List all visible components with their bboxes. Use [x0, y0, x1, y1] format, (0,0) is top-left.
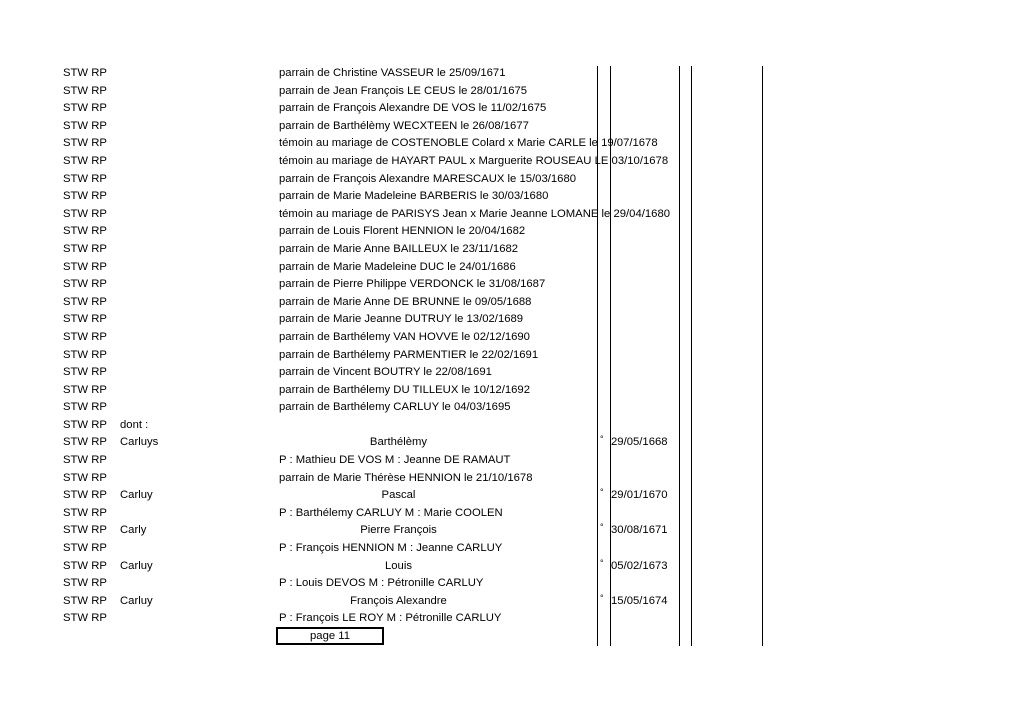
column-rule	[597, 66, 598, 646]
record-row	[0, 540, 1024, 558]
record-text: parrain de Christine VASSEUR le 25/09/1671	[279, 67, 506, 79]
birth-date: 15/05/1674	[611, 594, 668, 607]
birth-date: 30/08/1671	[611, 524, 668, 537]
record-code: STW RP	[63, 594, 107, 607]
record-code: STW RP	[63, 348, 107, 361]
record-text: P : Louis DEVOS M : Pétronille CARLUY	[279, 577, 484, 590]
record-code: STW RP	[63, 84, 107, 97]
record-list	[0, 65, 1024, 628]
record-code: STW RP	[63, 542, 107, 555]
record-row	[0, 487, 1024, 505]
record-row	[0, 364, 1024, 382]
record-code: STW RP	[63, 577, 107, 590]
record-code: STW RP	[63, 295, 107, 308]
page-number: page 11	[276, 627, 384, 645]
record-row	[0, 522, 1024, 540]
record-text: témoin au mariage de HAYART PAUL x Marguerite ROUSEAU LE 03/10/1678	[279, 154, 669, 167]
record-text: parrain de François Alexandre MARESCAUX le 15/03/1680	[279, 172, 577, 185]
record-row	[0, 434, 1024, 452]
record-text: parrain de Vincent BOUTRY le 22/08/1691	[279, 366, 492, 379]
record-row	[0, 558, 1024, 576]
record-row	[0, 153, 1024, 171]
record-text: P : Mathieu DE VOS M : Jeanne DE RAMAUT	[279, 454, 511, 467]
record-code: STW RP	[63, 524, 107, 537]
birth-symbol: °	[600, 434, 604, 445]
surname-variant: Carluy	[120, 559, 153, 572]
record-code: STW RP	[63, 225, 107, 238]
record-code: STW RP	[63, 383, 107, 396]
record-code: STW RP	[63, 559, 107, 572]
record-text: parrain de Marie Madeleine BARBERIS le 30/03/1680	[279, 190, 549, 203]
surname-variant: Carly	[120, 524, 147, 537]
record-text: parrain de Marie Anne DE BRUNNE le 09/05/1688	[279, 295, 532, 308]
record-text: parrain de Pierre Philippe VERDONCK le 31/08/1687	[279, 278, 546, 291]
record-text: P : François HENNION M : Jeanne CARLUY	[279, 542, 503, 555]
record-row	[0, 417, 1024, 435]
record-row	[0, 135, 1024, 153]
record-row	[0, 470, 1024, 488]
record-row	[0, 171, 1024, 189]
child-name: Louis	[384, 559, 412, 572]
record-code: STW RP	[63, 506, 107, 519]
record-row	[0, 65, 1024, 83]
child-name: Pierre François	[360, 524, 437, 537]
record-row	[0, 241, 1024, 259]
record-code: STW RP	[63, 330, 107, 343]
record-row	[0, 311, 1024, 329]
record-row	[0, 399, 1024, 417]
record-text: témoin au mariage de PARISYS Jean x Marie Jeanne LOMANE le 29/04/1680	[279, 207, 671, 220]
surname-variant: Carluy	[120, 489, 153, 502]
child-name: Barthélèmy	[369, 436, 428, 449]
record-row	[0, 83, 1024, 101]
record-code: STW RP	[63, 207, 107, 220]
record-text: parrain de Marie Jeanne DUTRUY le 13/02/1689	[279, 313, 524, 326]
record-row	[0, 223, 1024, 241]
surname-variant: Carluy	[120, 594, 153, 607]
record-row	[0, 118, 1024, 136]
record-code: STW RP	[63, 313, 107, 326]
record-text: parrain de Barthélemy DU TILLEUX le 10/12/1692	[279, 383, 530, 396]
record-row	[0, 276, 1024, 294]
record-code: STW RP	[63, 260, 107, 273]
record-row	[0, 294, 1024, 312]
record-code: STW RP	[63, 190, 107, 203]
birth-date: 29/05/1668	[611, 436, 668, 449]
record-row	[0, 505, 1024, 523]
record-code: STW RP	[63, 137, 107, 150]
record-row	[0, 259, 1024, 277]
surname-variant: dont :	[120, 418, 149, 431]
record-row	[0, 382, 1024, 400]
record-text: parrain de Barthélemy VAN HOVVE le 02/12/1690	[279, 330, 530, 343]
column-rule	[610, 66, 611, 646]
record-row	[0, 575, 1024, 593]
record-code: STW RP	[63, 401, 107, 414]
record-text: P : François LE ROY M : Pétronille CARLUY	[279, 612, 502, 625]
column-rule	[691, 66, 692, 646]
record-code: STW RP	[63, 418, 107, 431]
record-row	[0, 329, 1024, 347]
record-row	[0, 610, 1024, 628]
record-row	[0, 188, 1024, 206]
child-name: Pascal	[381, 489, 416, 502]
record-text: parrain de Barthélemy CARLUY le 04/03/1695	[279, 401, 511, 414]
record-text: P : Barthélemy CARLUY M : Marie COOLEN	[279, 506, 503, 519]
record-text: témoin au mariage de COSTENOBLE Colard x Marie CARLE le 19/07/1678	[279, 137, 658, 150]
record-code: STW RP	[63, 454, 107, 467]
child-name: François Alexandre	[350, 594, 447, 607]
record-text: parrain de Barthélèmy WECXTEEN le 26/08/1677	[279, 119, 529, 132]
birth-symbol: °	[600, 487, 604, 498]
record-row	[0, 206, 1024, 224]
record-code: STW RP	[63, 154, 107, 167]
record-code: STW RP	[63, 67, 107, 79]
birth-symbol: °	[600, 557, 604, 568]
record-code: STW RP	[63, 242, 107, 255]
birth-symbol: °	[600, 592, 604, 603]
record-code: STW RP	[63, 119, 107, 132]
record-text: parrain de François Alexandre DE VOS le 11/02/1675	[279, 102, 547, 115]
record-code: STW RP	[63, 172, 107, 185]
record-code: STW RP	[63, 366, 107, 379]
record-row	[0, 593, 1024, 611]
record-row	[0, 347, 1024, 365]
record-text: parrain de Jean François LE CEUS le 28/01/1675	[279, 84, 528, 97]
record-code: STW RP	[63, 278, 107, 291]
record-code: STW RP	[63, 489, 107, 502]
column-rule	[762, 66, 763, 646]
record-text: parrain de Marie Madeleine DUC le 24/01/1686	[279, 260, 516, 273]
birth-date: 29/01/1670	[611, 489, 668, 502]
column-rule	[679, 66, 680, 646]
record-text: parrain de Marie Thérèse HENNION le 21/10/1678	[279, 471, 533, 484]
record-code: STW RP	[63, 436, 107, 449]
record-code: STW RP	[63, 102, 107, 115]
record-text: parrain de Marie Anne BAILLEUX le 23/11/1682	[279, 242, 519, 255]
record-code: STW RP	[63, 471, 107, 484]
record-row	[0, 452, 1024, 470]
record-text: parrain de Louis Florent HENNION le 20/04/1682	[279, 225, 526, 238]
surname-variant: Carluys	[120, 436, 159, 449]
birth-date: 05/02/1673	[611, 559, 668, 572]
birth-symbol: °	[600, 522, 604, 533]
record-code: STW RP	[63, 612, 107, 625]
record-row	[0, 100, 1024, 118]
record-text: parrain de Barthélemy PARMENTIER le 22/02/1691	[279, 348, 539, 361]
